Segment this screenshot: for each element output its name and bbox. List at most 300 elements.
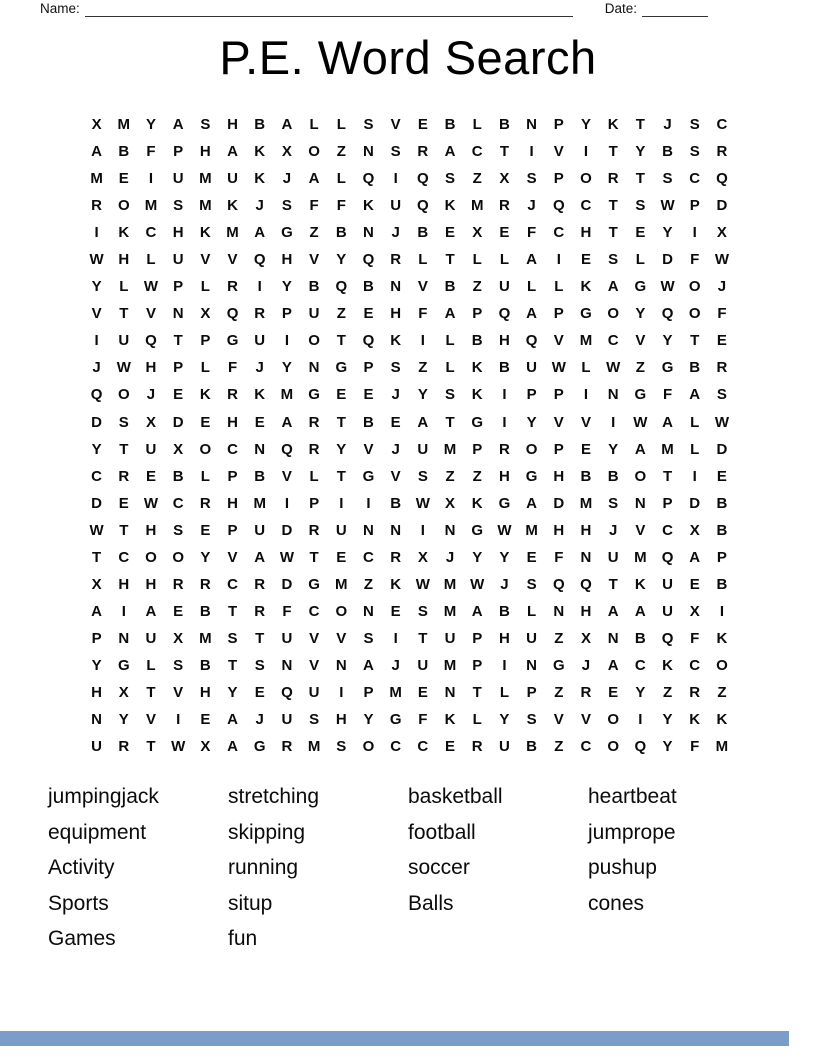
grid-cell: T bbox=[146, 738, 156, 756]
grid-cell: M bbox=[117, 116, 131, 134]
grid-cell: N bbox=[526, 116, 538, 134]
grid-cell: P bbox=[526, 684, 537, 701]
grid-cell: W bbox=[279, 548, 294, 566]
grid-cell: S bbox=[363, 116, 374, 134]
grid-cell: T bbox=[336, 413, 346, 431]
grid-cell: A bbox=[281, 116, 293, 134]
grid-cell: U bbox=[254, 521, 266, 539]
grid-cell: C bbox=[634, 656, 646, 674]
grid-cell: A bbox=[145, 602, 157, 620]
grid-cell: J bbox=[391, 440, 400, 458]
grid-cell: P bbox=[173, 359, 184, 377]
grid-cell: P bbox=[662, 494, 673, 512]
grid-cell: O bbox=[607, 711, 619, 729]
grid-cell: O bbox=[117, 386, 130, 404]
grid-cell: K bbox=[607, 116, 619, 134]
grid-cell: D bbox=[281, 521, 293, 539]
grid-cell: W bbox=[714, 251, 729, 269]
grid-cell: G bbox=[661, 359, 674, 377]
grid-cell: F bbox=[282, 602, 292, 620]
grid-cell: I bbox=[257, 278, 262, 296]
grid-cell: L bbox=[527, 278, 537, 296]
grid-cell: D bbox=[662, 251, 673, 269]
grid-cell: E bbox=[445, 738, 456, 756]
grid-cell: V bbox=[580, 413, 591, 431]
grid-cell: S bbox=[526, 170, 537, 188]
grid-cell: E bbox=[390, 413, 401, 431]
grid-cell: W bbox=[89, 251, 104, 269]
grid-cell: I bbox=[148, 170, 154, 188]
grid-cell: Y bbox=[145, 116, 156, 134]
grid-cell: V bbox=[145, 711, 156, 729]
grid-cell: G bbox=[117, 656, 130, 674]
grid-cell: L bbox=[200, 359, 210, 377]
grid-cell: K bbox=[390, 332, 402, 350]
grid-cell: J bbox=[146, 386, 156, 404]
grid-cell: G bbox=[389, 711, 402, 729]
grid-cell: L bbox=[635, 251, 645, 269]
grid-cell: T bbox=[662, 467, 673, 485]
word-list-column bbox=[48, 779, 228, 957]
grid-cell: M bbox=[470, 197, 484, 215]
word-list-item: heartbeat bbox=[588, 785, 677, 808]
grid-cell: X bbox=[91, 575, 102, 593]
grid-cell: C bbox=[417, 738, 429, 756]
grid-cell: Y bbox=[281, 359, 292, 377]
word-list-item: situp bbox=[228, 891, 273, 915]
grid-cell: U bbox=[118, 332, 130, 350]
grid-cell: E bbox=[417, 684, 428, 701]
grid-cell: T bbox=[336, 467, 346, 485]
grid-cell: V bbox=[553, 332, 564, 350]
grid-cell: S bbox=[173, 197, 184, 215]
grid-cell: L bbox=[499, 684, 509, 701]
grid-cell: X bbox=[716, 224, 727, 242]
grid-cell: Q bbox=[634, 738, 647, 756]
grid-cell: I bbox=[502, 656, 507, 674]
grid-cell: Q bbox=[580, 575, 592, 593]
grid-cell: K bbox=[444, 197, 456, 215]
grid-cell: I bbox=[366, 494, 371, 512]
grid-cell: R bbox=[172, 575, 184, 593]
grid-cell: J bbox=[500, 575, 509, 593]
grid-cell: A bbox=[254, 224, 266, 242]
grid-cell: M bbox=[389, 684, 402, 701]
grid-cell: K bbox=[254, 170, 266, 188]
grid-cell: W bbox=[606, 359, 621, 377]
grid-cell: Z bbox=[662, 684, 673, 701]
grid-cell: F bbox=[554, 548, 564, 566]
grid-cell: E bbox=[254, 684, 265, 701]
grid-cell: S bbox=[445, 386, 456, 404]
grid-cell: X bbox=[281, 143, 292, 161]
grid-cell: A bbox=[254, 548, 266, 566]
grid-cell: Q bbox=[498, 305, 511, 323]
grid-cell: V bbox=[200, 251, 211, 269]
grid-cell: E bbox=[200, 521, 211, 539]
grid-cell: B bbox=[498, 359, 510, 377]
grid-cell: B bbox=[716, 575, 728, 593]
grid-cell: X bbox=[445, 494, 456, 512]
grid-cell: R bbox=[199, 575, 211, 593]
grid-cell: K bbox=[471, 494, 483, 512]
grid-cell: Y bbox=[526, 413, 537, 431]
grid-cell: N bbox=[607, 386, 619, 404]
grid-cell: N bbox=[281, 656, 293, 674]
grid-cell: I bbox=[583, 143, 589, 161]
grid-cell: J bbox=[663, 116, 672, 134]
grid-cell: K bbox=[118, 224, 130, 242]
word-list-item: equipment bbox=[48, 820, 147, 844]
grid-cell: V bbox=[553, 711, 564, 729]
grid-cell: F bbox=[717, 305, 727, 323]
word-list-item: jumpingjack bbox=[48, 785, 159, 808]
grid-cell: A bbox=[526, 494, 538, 512]
grid-cell: H bbox=[281, 251, 293, 269]
grid-cell: U bbox=[390, 197, 402, 215]
grid-cell: N bbox=[526, 656, 538, 674]
grid-cell: W bbox=[89, 521, 104, 539]
grid-cell: P bbox=[553, 116, 564, 134]
grid-cell: T bbox=[499, 143, 509, 161]
grid-cell: I bbox=[502, 413, 507, 431]
grid-cell: X bbox=[91, 116, 102, 134]
grid-cell: O bbox=[607, 738, 619, 756]
grid-cell: K bbox=[689, 711, 701, 729]
grid-cell: Z bbox=[635, 359, 645, 377]
grid-cell: E bbox=[336, 548, 347, 566]
grid-cell: L bbox=[146, 251, 156, 269]
grid-cell: T bbox=[472, 684, 482, 701]
grid-cell: B bbox=[172, 467, 184, 485]
grid-cell: P bbox=[309, 494, 320, 512]
grid-cell: Z bbox=[554, 738, 564, 756]
grid-cell: S bbox=[390, 359, 401, 377]
grid-cell: H bbox=[498, 629, 510, 647]
grid-cell: N bbox=[390, 278, 402, 296]
grid-cell: R bbox=[580, 684, 592, 701]
grid-cell: V bbox=[309, 656, 320, 674]
grid-cell: A bbox=[363, 656, 374, 674]
grid-cell: W bbox=[660, 197, 675, 215]
grid-cell: X bbox=[580, 629, 591, 647]
grid-cell: S bbox=[118, 413, 129, 431]
grid-cell: Z bbox=[472, 467, 482, 485]
grid-cell: U bbox=[498, 738, 510, 756]
grid-cell: T bbox=[445, 251, 455, 269]
grid-cell: R bbox=[308, 440, 320, 458]
grid-cell: V bbox=[91, 305, 102, 323]
grid-cell: U bbox=[526, 359, 538, 377]
grid-cell: I bbox=[176, 711, 181, 729]
grid-cell: O bbox=[716, 656, 728, 674]
grid-cell: T bbox=[336, 332, 346, 350]
grid-cell: R bbox=[254, 575, 266, 593]
grid-cell: E bbox=[580, 440, 591, 458]
grid-cell: E bbox=[445, 224, 456, 242]
grid-cell: U bbox=[91, 738, 103, 756]
grid-cell: U bbox=[607, 548, 619, 566]
grid-cell: R bbox=[607, 170, 619, 188]
grid-cell: C bbox=[308, 602, 320, 620]
grid-cell: P bbox=[91, 629, 102, 647]
grid-cell: I bbox=[529, 143, 534, 161]
grid-cell: V bbox=[580, 711, 591, 729]
grid-cell: X bbox=[200, 738, 211, 756]
grid-cell: B bbox=[498, 116, 510, 134]
grid-cell: S bbox=[417, 602, 428, 620]
grid-cell: P bbox=[553, 305, 564, 323]
grid-cell: C bbox=[363, 548, 374, 566]
grid-cell: X bbox=[145, 413, 156, 431]
grid-cell: H bbox=[118, 575, 130, 593]
grid-cell: J bbox=[255, 359, 264, 377]
grid-cell: O bbox=[580, 170, 592, 188]
grid-cell: T bbox=[608, 143, 618, 161]
grid-cell: R bbox=[498, 440, 510, 458]
grid-cell: S bbox=[662, 170, 673, 188]
grid-cell: A bbox=[444, 143, 456, 161]
grid-cell: A bbox=[308, 170, 320, 188]
grid-cell: M bbox=[579, 332, 593, 350]
grid-cell: R bbox=[308, 521, 320, 539]
grid-cell: M bbox=[307, 738, 321, 756]
grid-cell: X bbox=[200, 305, 211, 323]
grid-cell: K bbox=[254, 143, 266, 161]
grid-cell: U bbox=[335, 521, 347, 539]
grid-cell: L bbox=[527, 602, 537, 620]
grid-cell: B bbox=[335, 224, 347, 242]
grid-cell: A bbox=[526, 305, 538, 323]
grid-cell: J bbox=[92, 359, 101, 377]
grid-cell: Y bbox=[662, 711, 673, 729]
grid-cell: F bbox=[146, 143, 156, 161]
grid-cell: Y bbox=[118, 711, 129, 729]
grid-cell: A bbox=[227, 738, 238, 756]
grid-cell: Q bbox=[335, 278, 348, 296]
grid-cell: C bbox=[471, 143, 483, 161]
grid-cell: E bbox=[580, 251, 591, 269]
word-list-item: cones bbox=[588, 891, 645, 915]
word-list-item: Games bbox=[48, 927, 116, 951]
grid-cell: M bbox=[199, 170, 212, 188]
grid-cell: U bbox=[498, 278, 510, 296]
grid-cell: Y bbox=[91, 440, 102, 458]
grid-cell: P bbox=[363, 359, 374, 377]
grid-cell: T bbox=[227, 656, 238, 674]
grid-cell: I bbox=[121, 602, 126, 620]
grid-cell: T bbox=[690, 332, 700, 350]
grid-cell: U bbox=[444, 629, 456, 647]
grid-cell: M bbox=[525, 521, 538, 539]
grid-cell: U bbox=[526, 629, 538, 647]
grid-cell: T bbox=[119, 440, 129, 458]
grid-cell: H bbox=[172, 224, 184, 242]
grid-cell: S bbox=[173, 521, 184, 539]
grid-cell: I bbox=[638, 711, 643, 729]
grid-cell: C bbox=[390, 738, 402, 756]
grid-cell: N bbox=[444, 684, 456, 701]
word-list-column bbox=[408, 779, 588, 957]
grid-cell: M bbox=[443, 440, 457, 458]
grid-cell: D bbox=[689, 494, 701, 512]
grid-cell: M bbox=[226, 224, 239, 242]
grid-cell: K bbox=[471, 359, 483, 377]
grid-cell: X bbox=[173, 440, 184, 458]
date-label: Date: bbox=[604, 1, 638, 16]
grid-cell: J bbox=[391, 386, 400, 404]
word-list-item: jumprope bbox=[588, 820, 676, 844]
grid-cell: B bbox=[363, 413, 374, 431]
grid-cell: S bbox=[336, 738, 347, 756]
grid-cell: B bbox=[254, 116, 266, 134]
word-list-item: pushup bbox=[588, 856, 657, 880]
grid-cell: R bbox=[716, 143, 728, 161]
grid-cell: J bbox=[717, 278, 727, 296]
grid-cell: A bbox=[91, 602, 103, 620]
grid-cell: S bbox=[526, 711, 537, 729]
grid-cell: Z bbox=[336, 305, 346, 323]
grid-cell: I bbox=[94, 224, 99, 242]
grid-cell: Y bbox=[336, 251, 347, 269]
grid-cell: T bbox=[608, 197, 618, 215]
grid-cell: N bbox=[335, 656, 347, 674]
grid-cell: Y bbox=[608, 440, 619, 458]
grid-cell: H bbox=[553, 467, 565, 485]
grid-cell: R bbox=[498, 197, 510, 215]
grid-cell: S bbox=[608, 494, 619, 512]
grid-cell: P bbox=[689, 197, 700, 215]
grid-cell: B bbox=[498, 602, 510, 620]
grid-cell: E bbox=[200, 711, 211, 729]
grid-cell: A bbox=[689, 548, 701, 566]
grid-cell: D bbox=[716, 440, 728, 458]
grid-cell: O bbox=[688, 305, 701, 323]
grid-cell: I bbox=[692, 467, 697, 485]
grid-cell: F bbox=[690, 738, 700, 756]
grid-cell: M bbox=[634, 548, 647, 566]
grid-cell: V bbox=[145, 305, 156, 323]
grid-cell: P bbox=[227, 467, 238, 485]
grid-cell: G bbox=[308, 386, 320, 404]
grid-cell: S bbox=[200, 116, 211, 134]
grid-cell: G bbox=[362, 467, 375, 485]
grid-cell: U bbox=[281, 629, 293, 647]
grid-cell: J bbox=[255, 197, 264, 215]
grid-cell: R bbox=[227, 386, 238, 404]
grid-cell: C bbox=[227, 575, 238, 593]
grid-cell: L bbox=[336, 170, 346, 188]
grid-cell: H bbox=[498, 332, 510, 350]
grid-cell: W bbox=[551, 359, 566, 377]
grid-cell: I bbox=[420, 332, 425, 350]
grid-cell: H bbox=[199, 143, 211, 161]
date-blank-line bbox=[642, 2, 708, 17]
grid-cell: S bbox=[227, 629, 238, 647]
grid-cell: X bbox=[417, 548, 428, 566]
grid-cell: H bbox=[580, 521, 592, 539]
grid-cell: Q bbox=[281, 440, 293, 458]
grid-cell: A bbox=[227, 711, 238, 729]
grid-cell: I bbox=[393, 170, 398, 188]
grid-cell: A bbox=[281, 413, 293, 431]
grid-cell: A bbox=[91, 143, 103, 161]
grid-cell: V bbox=[173, 684, 184, 701]
grid-cell: L bbox=[581, 359, 591, 377]
grid-cell: S bbox=[281, 197, 292, 215]
grid-cell: S bbox=[254, 656, 265, 674]
grid-cell: P bbox=[553, 170, 564, 188]
grid-cell: V bbox=[553, 413, 564, 431]
grid-cell: K bbox=[471, 386, 483, 404]
grid-cell: Q bbox=[661, 305, 674, 323]
grid-cell: B bbox=[716, 494, 728, 512]
grid-cell: Q bbox=[362, 170, 375, 188]
grid-cell: B bbox=[417, 224, 429, 242]
grid-cell: L bbox=[119, 278, 129, 296]
grid-cell: D bbox=[91, 413, 103, 431]
grid-cell: W bbox=[116, 359, 131, 377]
grid-cell: F bbox=[309, 197, 319, 215]
grid-cell: Z bbox=[472, 170, 482, 188]
grid-cell: S bbox=[309, 711, 320, 729]
grid-cell: Y bbox=[662, 332, 673, 350]
grid-cell: I bbox=[692, 224, 697, 242]
grid-cell: Q bbox=[525, 332, 538, 350]
grid-cell: Z bbox=[336, 143, 346, 161]
grid-cell: O bbox=[308, 143, 320, 161]
grid-cell: C bbox=[172, 494, 184, 512]
grid-cell: L bbox=[309, 467, 319, 485]
grid-cell: C bbox=[227, 440, 238, 458]
grid-cell: Y bbox=[662, 738, 673, 756]
grid-cell: L bbox=[690, 440, 700, 458]
grid-cell: A bbox=[417, 413, 429, 431]
grid-cell: Q bbox=[552, 197, 565, 215]
grid-cell: F bbox=[227, 359, 238, 377]
grid-cell: N bbox=[172, 305, 184, 323]
grid-cell: J bbox=[527, 197, 536, 215]
name-date-row bbox=[40, 1, 776, 17]
grid-cell: L bbox=[690, 413, 700, 431]
grid-cell: W bbox=[415, 494, 430, 512]
grid-cell: P bbox=[553, 440, 564, 458]
grid-cell: T bbox=[119, 305, 129, 323]
grid-cell: G bbox=[471, 521, 484, 539]
grid-cell: S bbox=[635, 197, 646, 215]
grid-cell: Q bbox=[253, 251, 266, 269]
grid-cell: V bbox=[635, 521, 646, 539]
grid-cell: G bbox=[634, 386, 647, 404]
grid-cell: D bbox=[172, 413, 184, 431]
grid-cell: K bbox=[716, 711, 728, 729]
grid-cell: J bbox=[581, 656, 591, 674]
grid-cell: S bbox=[689, 143, 700, 161]
grid-cell: H bbox=[580, 602, 592, 620]
grid-cell: U bbox=[281, 711, 293, 729]
grid-cell: R bbox=[118, 738, 130, 756]
grid-cell: N bbox=[254, 440, 266, 458]
grid-cell: F bbox=[336, 197, 346, 215]
grid-cell: A bbox=[471, 602, 483, 620]
grid-cell: C bbox=[607, 332, 619, 350]
word-list-item: basketball bbox=[408, 785, 503, 808]
grid-cell: W bbox=[143, 278, 159, 296]
grid-cell: C bbox=[580, 738, 592, 756]
word-list-item: Sports bbox=[48, 891, 109, 915]
grid-cell: H bbox=[145, 521, 157, 539]
grid-cell: J bbox=[445, 548, 455, 566]
